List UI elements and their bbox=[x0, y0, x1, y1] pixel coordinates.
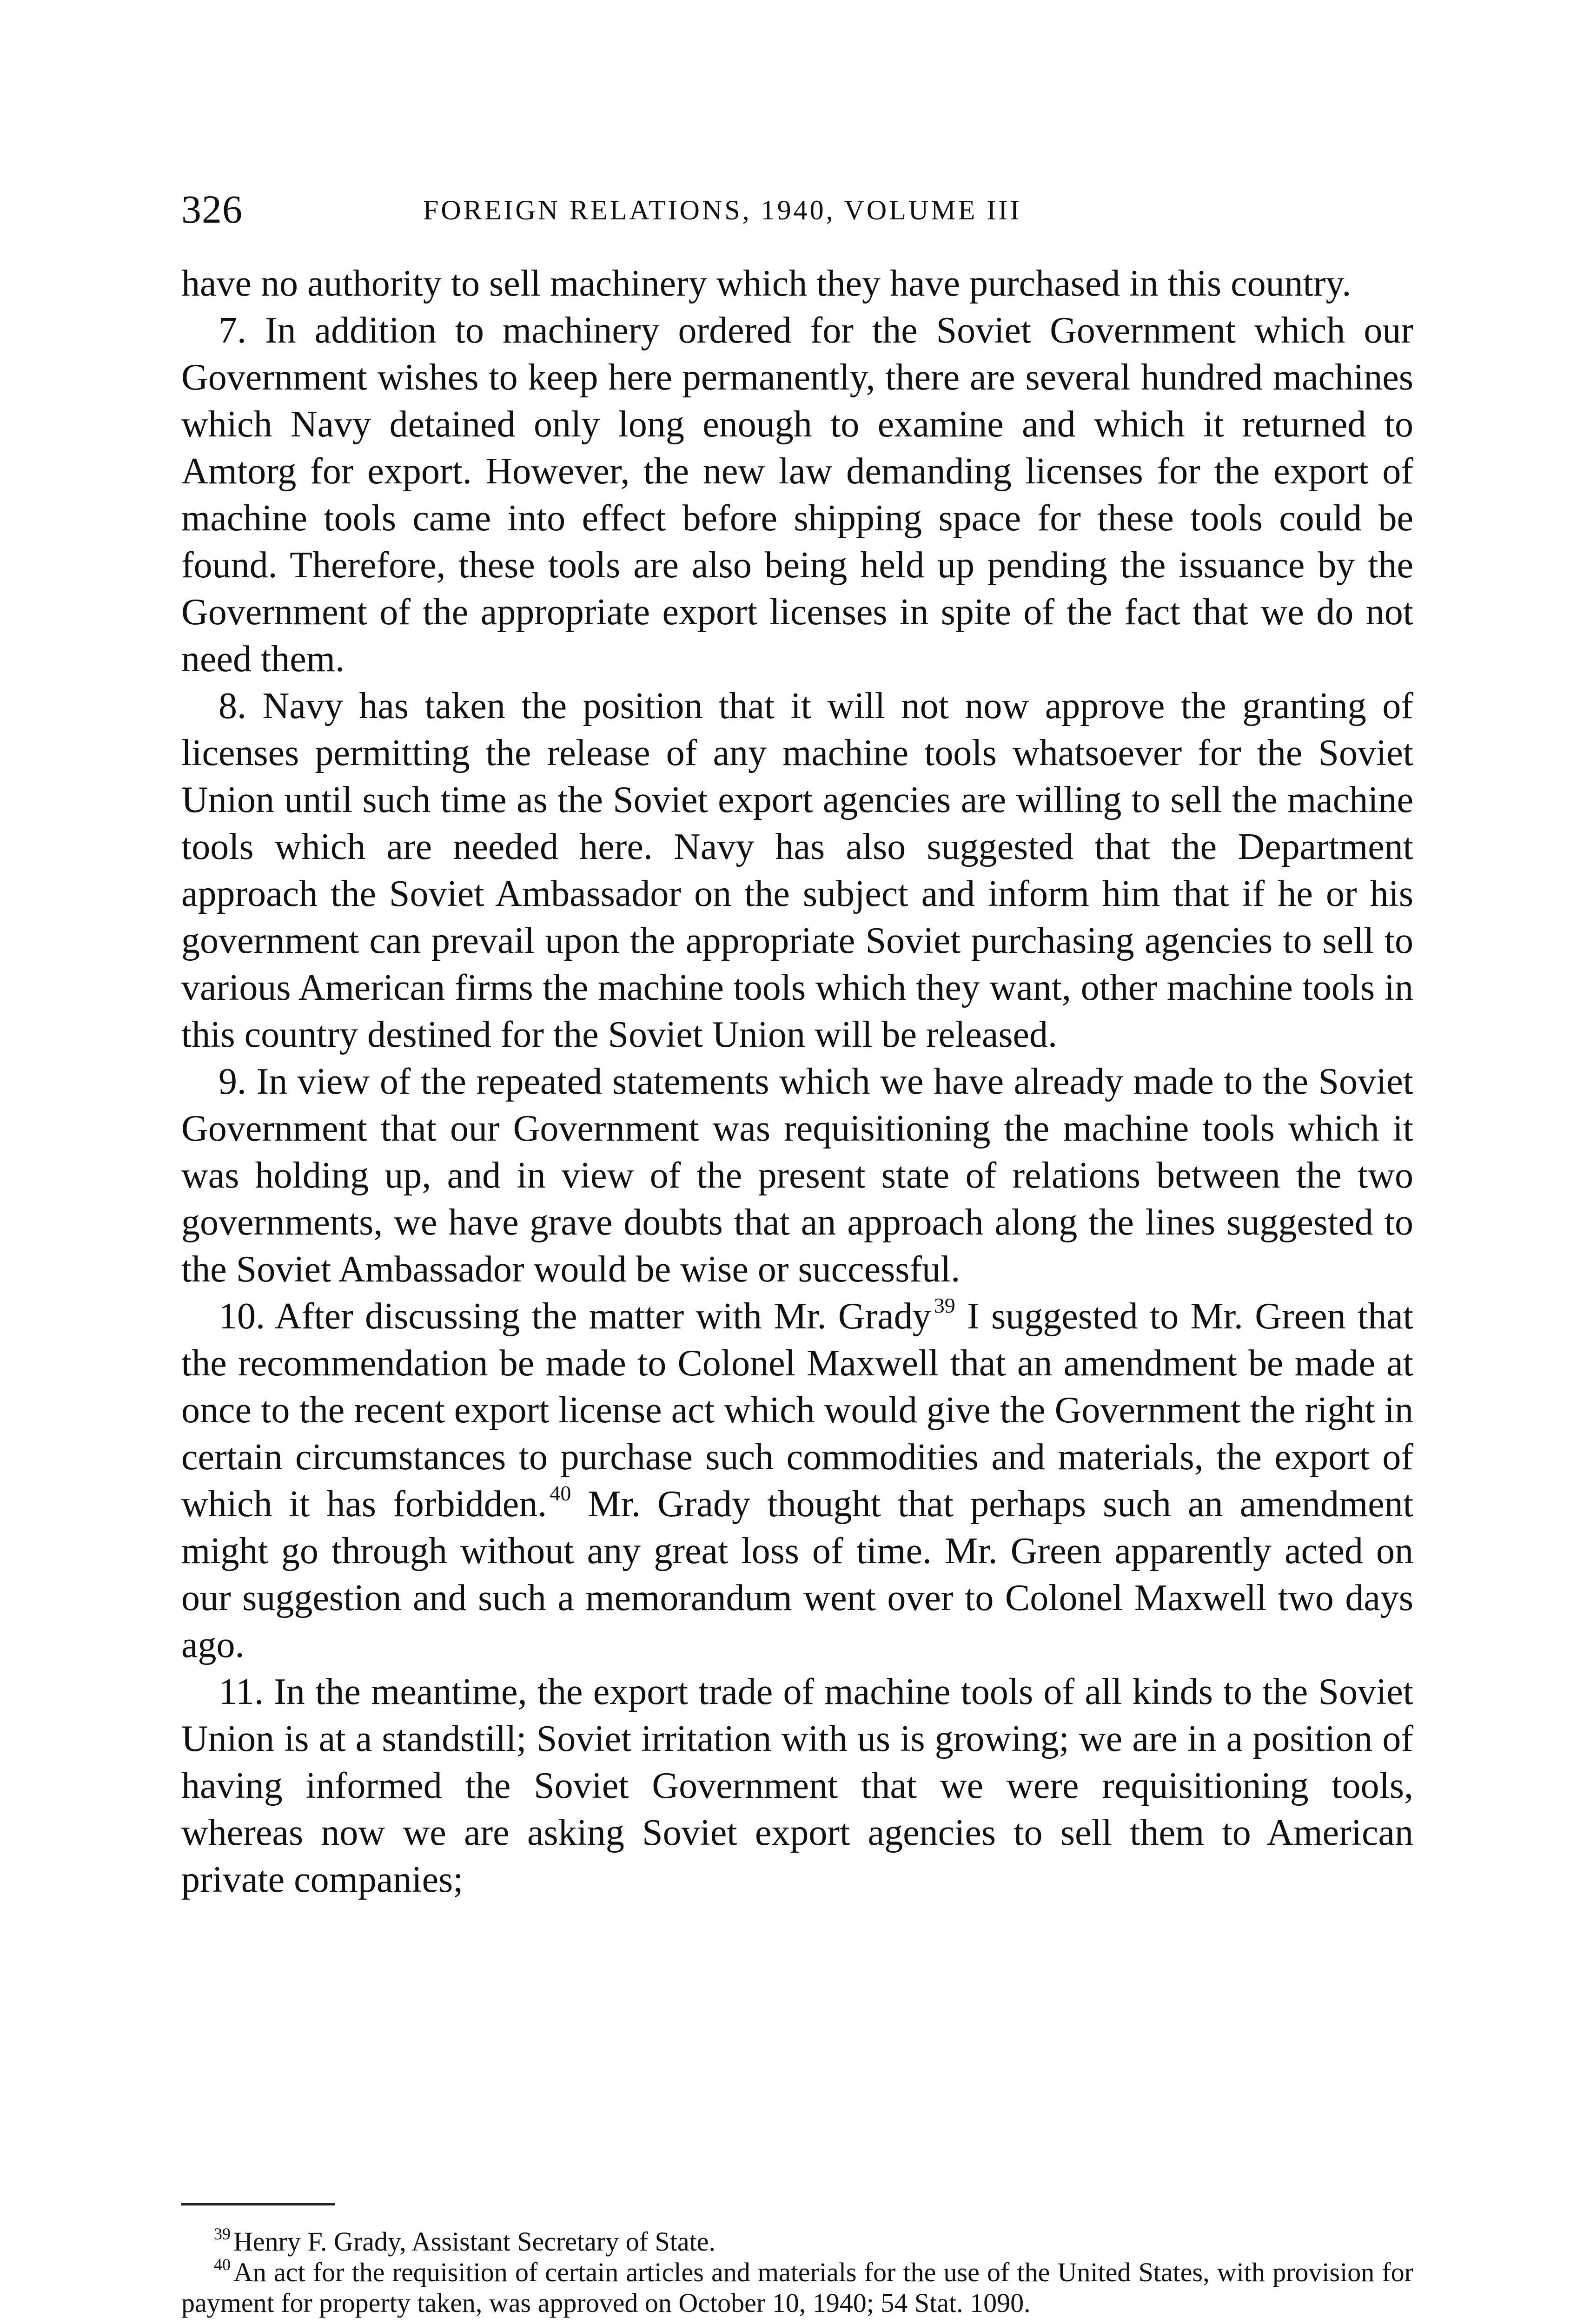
paragraph-text-part-a: After discussing the matter with Mr. Grady bbox=[274, 1296, 931, 1337]
paragraph-10 bbox=[181, 1293, 1413, 1669]
paragraph-9 bbox=[181, 1058, 1413, 1293]
paragraph-11 bbox=[181, 1669, 1413, 1903]
continuation-paragraph bbox=[181, 260, 1413, 307]
footnote-marker: 40 bbox=[214, 2255, 231, 2274]
paragraph-number: 8. bbox=[219, 686, 246, 726]
paragraph-8 bbox=[181, 683, 1413, 1058]
footnote-text: An act for the requisition of certain articles and materials for the use of the United States, with provision for payment for property taken, was approved on October 10, 1940; 54 Stat. 1090. bbox=[181, 2257, 1413, 2318]
paragraph-7 bbox=[181, 307, 1413, 683]
page-number: 326 bbox=[181, 187, 243, 231]
footnote-reference-39[interactable]: 39 bbox=[934, 1294, 955, 1317]
paragraph-text-part-c: Mr. Grady thought that perhaps such an amendment might go through without any great loss of time. Mr. Green apparently acted on our suggestion and such a memorandum went over to Colonel Maxwell two days ago. bbox=[181, 1484, 1413, 1665]
continuation-text: have no authority to sell machinery which they have purchased in this country. bbox=[181, 263, 1352, 304]
footnote-divider bbox=[181, 2203, 335, 2205]
footnotes bbox=[181, 2226, 1413, 2318]
running-title: FOREIGN RELATIONS, 1940, VOLUME III bbox=[423, 195, 1022, 225]
paragraph-number: 7. bbox=[219, 310, 246, 351]
paragraph-number: 10. bbox=[219, 1296, 265, 1337]
body-text bbox=[181, 260, 1413, 1903]
paragraph-number: 11. bbox=[219, 1671, 264, 1712]
paragraph-text: In addition to machinery ordered for the Soviet Government which our Government wishes to keep here permanently, there are several hundred machines which Navy detained only long enough to examine and which it returned to Amtorg for export. However, the new law demanding licenses for the export of machine tools came into effect before shipping space for these tools could be found. Therefore, these tools are also being held up pending the issuance by the Government of the appropriate export licenses in spite of the fact that we do not need them. bbox=[181, 310, 1414, 680]
paragraph-text-part-b: I suggested to Mr. Green that the recommendation be made to Colonel Maxwell that an amendment be made at once to the recent export license act which would give the Government the right in certain circumstances to purchase such commodities and materials, the export of which it has forbidden. bbox=[181, 1296, 1413, 1525]
footnote-39 bbox=[181, 2226, 1413, 2257]
paragraph-text: Navy has taken the position that it will not now approve the granting of licenses permitting the release of any machine tools whatsoever for the Soviet Union until such time as the Soviet export agencies are willing to sell the machine tools which are needed here. Navy has also suggested that the Department approach the Soviet Ambassador on the subject and inform him that if he or his government can prevail upon the appropriate Soviet purchasing agencies to sell to various American firms the machine tools which they want, other machine tools in this country destined for the Soviet Union will be released. bbox=[181, 686, 1413, 1055]
footnote-marker: 39 bbox=[214, 2225, 231, 2243]
running-head bbox=[181, 184, 1413, 239]
footnote-text: Henry F. Grady, Assistant Secretary of State. bbox=[233, 2226, 716, 2257]
paragraph-text: In the meantime, the export trade of machine tools of all kinds to the Soviet Union is at a standstill; Soviet irritation with us is growing; we are in a position of having informed the Soviet Government that we were requisitioning tools, whereas now we are asking Soviet export agencies to sell them to American private companies; bbox=[181, 1671, 1414, 1900]
footnote-40 bbox=[181, 2257, 1413, 2318]
footnote-reference-40[interactable]: 40 bbox=[550, 1481, 571, 1505]
paragraph-text: In view of the repeated statements which we have already made to the Soviet Government that our Government was requisitioning the machine tools which it was holding up, and in view of the present state of relations between the two governments, we have grave doubts that an approach along the lines suggested to the Soviet Ambassador would be wise or successful. bbox=[181, 1061, 1414, 1290]
paragraph-number: 9. bbox=[219, 1061, 246, 1102]
